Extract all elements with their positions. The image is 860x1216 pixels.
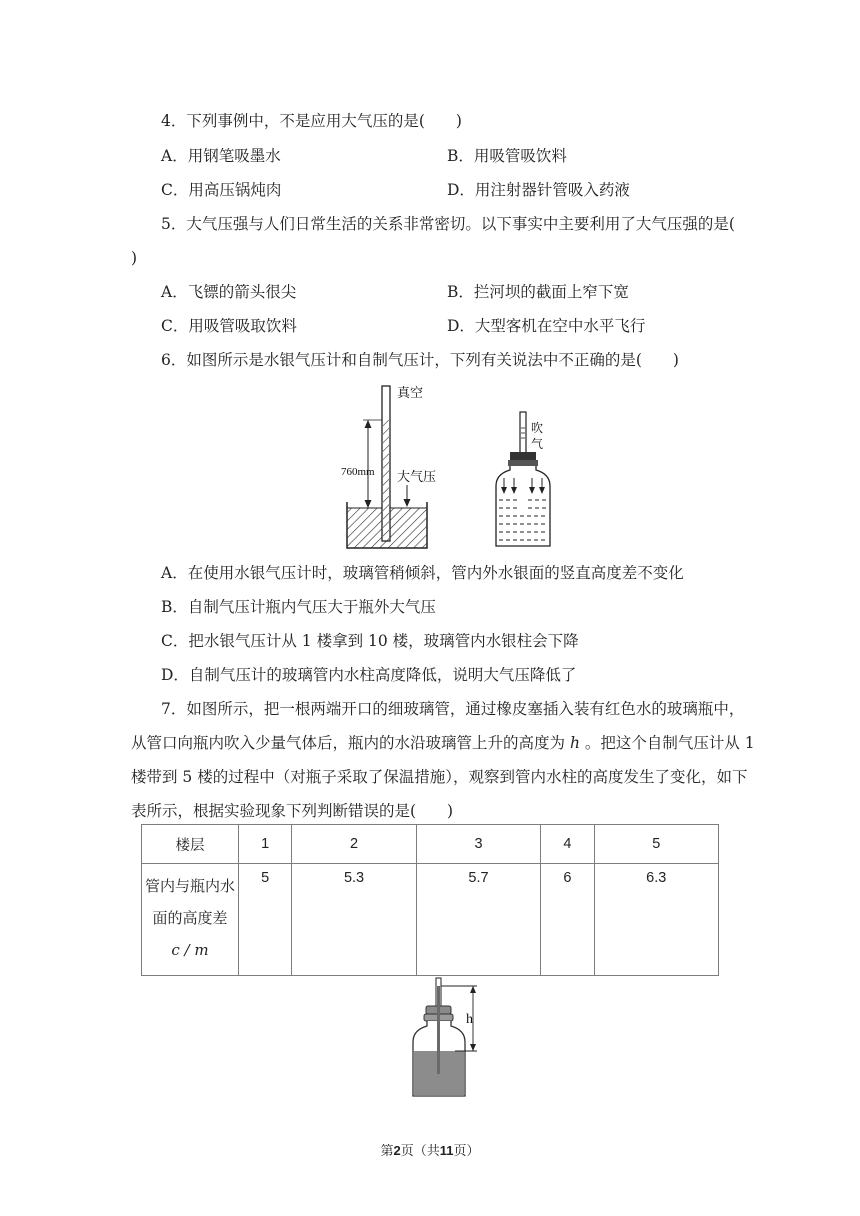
q5-option-a: A．飞镖的箭头很尖: [161, 283, 297, 301]
label-vacuum: 真空: [397, 386, 424, 401]
q4-option-d: D．用注射器针管吸入药液: [447, 181, 630, 199]
q7-stem-line3: 楼带到 5 楼的过程中（对瓶子采取了保温措施），观察到管内水柱的高度发生了变化，如下: [131, 768, 748, 786]
table-floor-3: 3: [416, 825, 540, 864]
q5-option-b: B．拦河坝的截面上窄下宽: [447, 283, 629, 301]
label-atmospheric-pressure: 大气压: [397, 470, 437, 485]
label-h: h: [466, 1012, 473, 1027]
q6-stem: 6．如图所示是水银气压计和自制气压计，下列有关说法中不正确的是( ): [161, 351, 679, 369]
homemade-barometer-h-figure: [405, 976, 495, 1104]
table-floor-5: 5: [594, 825, 718, 864]
q7-stem-line2: 从管口向瓶内吹入少量气体后，瓶内的水沿玻璃管上升的高度为 h 。把这个自制气压计从 1: [131, 734, 755, 752]
current-page: 2: [393, 1143, 401, 1158]
q4-option-c: C．用高压锅炖肉: [161, 181, 282, 199]
table-value-floor-5: 6.3: [594, 864, 718, 976]
total-pages: 11: [439, 1143, 454, 1158]
q4-option-b: B．用吸管吸饮料: [447, 147, 567, 165]
q6-option-d: D．自制气压计的玻璃管内水柱高度降低，说明大气压降低了: [161, 666, 577, 684]
table-floor-1: 1: [239, 825, 292, 864]
floor-height-table: [141, 824, 719, 976]
table-value-floor-3: 5.7: [416, 864, 540, 976]
table-floor-2: 2: [292, 825, 416, 864]
page-footer: 第2页（共11页）: [380, 1143, 480, 1159]
homemade-barometer-blow-figure: [490, 408, 560, 553]
table-value-floor-2: 5.3: [292, 864, 416, 976]
q5-option-c: C．用吸管吸取饮料: [161, 317, 297, 335]
label-air: 气: [531, 437, 544, 451]
table-row: [142, 864, 719, 976]
variable-h: h: [569, 734, 580, 752]
q5-stem-continued: ): [131, 249, 138, 267]
q5-option-d: D．大型客机在空中水平飞行: [447, 317, 646, 335]
q7-stem-line1: 7．如图所示，把一根两端开口的细玻璃管，通过橡皮塞插入装有红色水的玻璃瓶中，: [161, 700, 745, 718]
q7-stem-line4: 表所示，根据实验现象下列判断错误的是( ): [131, 802, 454, 820]
q6-option-c: C．把水银气压计从 1 楼拿到 10 楼，玻璃管内水银柱会下降: [161, 632, 579, 650]
q5-stem: 5．大气压强与人们日常生活的关系非常密切。以下事实中主要利用了大气压强的是(: [161, 215, 735, 233]
table-value-floor-1: 5: [239, 864, 292, 976]
table-header-label: 楼层: [142, 825, 239, 864]
q4-option-a: A．用钢笔吸墨水: [161, 147, 281, 165]
table-row-label: 管内与瓶内水 面的高度差 c / m: [142, 864, 239, 976]
q6-option-b: B．自制气压计瓶内气压大于瓶外大气压: [161, 598, 436, 616]
table-header-row: [142, 825, 719, 864]
table-floor-4: 4: [541, 825, 594, 864]
q4-stem: 4．下列事例中，不是应用大气压的是( ): [161, 112, 462, 130]
q6-option-a: A．在使用水银气压计时，玻璃管稍倾斜，管内外水银面的竖直高度差不变化: [161, 564, 684, 582]
table-value-floor-4: 6: [541, 864, 594, 976]
label-760mm: 760mm: [341, 466, 375, 478]
mercury-barometer-figure: [335, 380, 455, 552]
label-blow: 吹: [531, 421, 544, 435]
